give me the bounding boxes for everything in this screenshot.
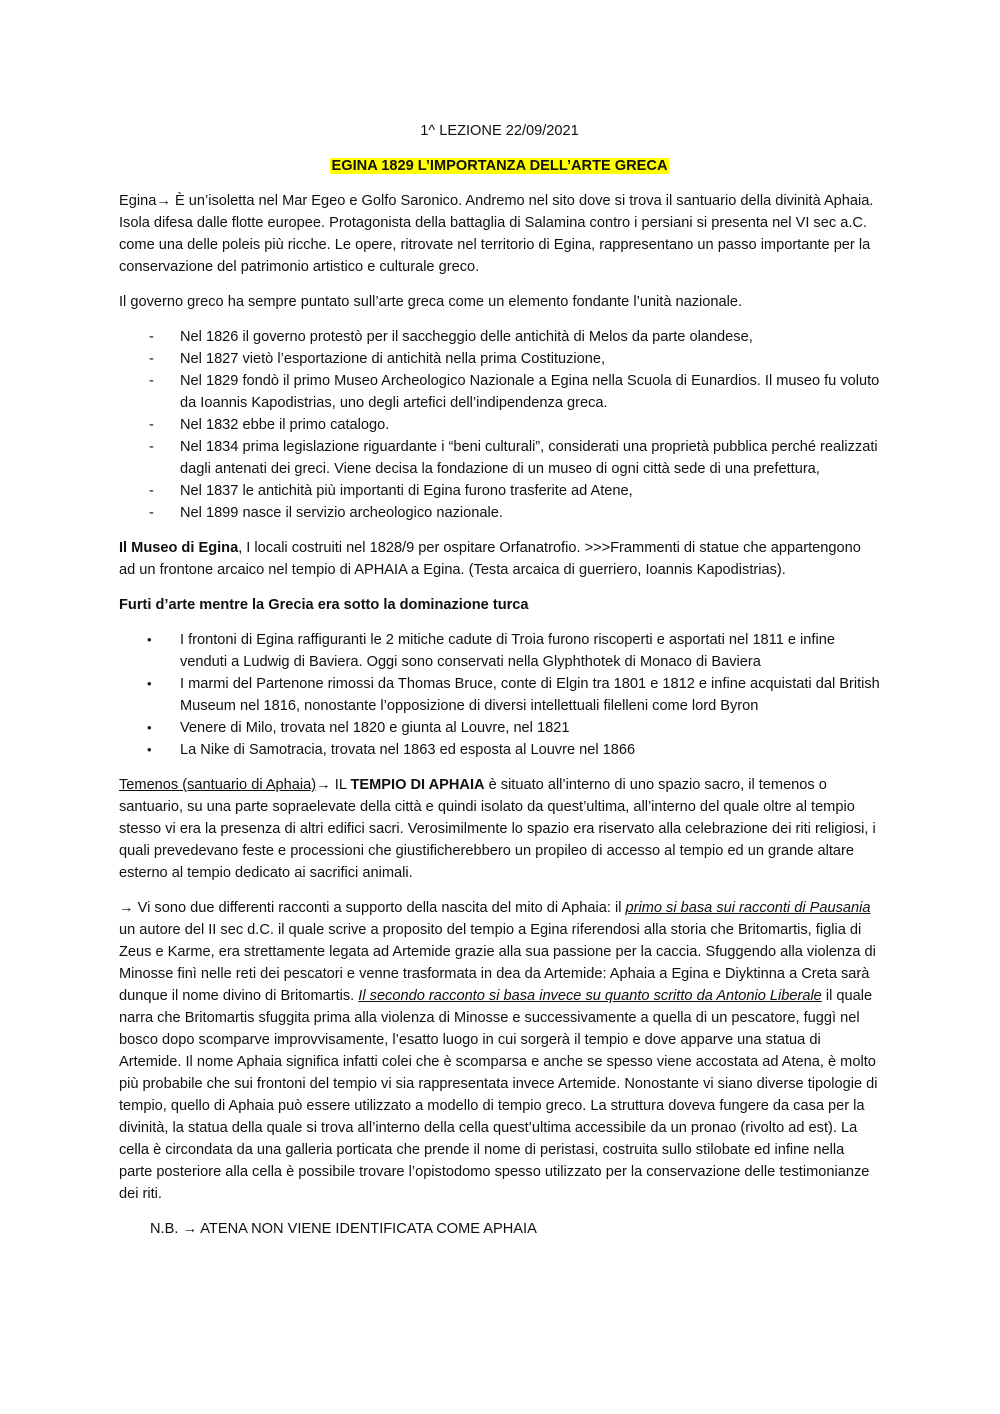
temenos-label: Temenos (santuario di Aphaia): [119, 777, 317, 793]
nb-text: ATENA NON VIENE IDENTIFICATA COME APHAIA: [197, 1221, 537, 1237]
racconti-text-2: un autore del II sec d.C. il quale scrive a proposito del tempio a Egina riferendosi alla storia che Britomartis, figlia di Zeus e Karme, era strettamente legata ad Artemide grazie alla sua passione per la caccia. Sfuggendo alla violenza di Minosse finì nelle reti dei pescatori e venne trasformata in dea da Artemide: Aphaia a Egina e Diyktinna a Creta sarà dunque il nome divino di Britomartis.: [119, 922, 876, 1004]
dash-bullet: -: [149, 417, 154, 433]
list-item: [119, 414, 880, 436]
museo-title: Il Museo di Egina: [119, 540, 239, 556]
list-item-text: Nel 1899 nasce il servizio archeologico nazionale.: [180, 505, 503, 521]
arrow-icon: →: [316, 777, 331, 793]
list-item-text: Nel 1837 le antichità più importanti di Egina furono trasferite ad Atene,: [180, 483, 633, 499]
list-item-text: Nel 1827 vietò l’esportazione di antichità nella prima Costituzione,: [180, 351, 606, 367]
dash-bullet: -: [149, 505, 154, 521]
dash-bullet: -: [149, 439, 154, 455]
nb-lead: N.B.: [150, 1221, 183, 1237]
list-item: [119, 436, 880, 480]
list-item: [119, 480, 880, 502]
list-item: [119, 326, 880, 348]
intro-lead: Egina: [119, 193, 157, 209]
list-item-text: I frontoni di Egina raffiguranti le 2 mitiche cadute di Troia furono riscoperti e asportati nel 1811 e infine venduti a Ludwig di Baviera. Oggi sono conservati nella Glyphthotek di Monaco di Baviera: [180, 632, 835, 670]
museo-text: , I locali costruiti nel 1828/9 per ospitare Orfanatrofio. >>>Frammenti di statue che appartengono ad un frontone arcaico nel tempio di APHAIA a Egina. (Testa arcaica di guerriero, Ioannis Kapodistrias).: [119, 540, 861, 578]
governo-paragraph: Il governo greco ha sempre puntato sull’arte greca come un elemento fondante l’unità nazionale.: [119, 294, 743, 310]
list-item-text: La Nike di Samotracia, trovata nel 1863 ed esposta al Louvre nel 1866: [180, 742, 636, 758]
arrow-icon: →: [156, 193, 171, 209]
racconti-text-1: Vi sono due differenti racconti a supporto della nascita del mito di Aphaia: il: [133, 900, 626, 916]
document-title: EGINA 1829 L’IMPORTANZA DELL’ARTE GRECA: [331, 158, 668, 174]
list-item: [119, 717, 880, 739]
lesson-date: 1^ LEZIONE 22/09/2021: [420, 123, 579, 139]
intro-paragraph: [119, 190, 880, 278]
arrow-icon: →: [182, 1221, 198, 1237]
governo-list: [119, 326, 880, 524]
nb-note: [119, 1218, 880, 1240]
dot-bullet: •: [147, 720, 152, 735]
dash-bullet: -: [149, 329, 154, 345]
list-item-text: Nel 1829 fondò il primo Museo Archeologico Nazionale a Egina nella Scuola di Eunardios. Il museo fu voluto da Ioannis Kapodistrias, uno degli artefici dell’indipendenza greca.: [180, 373, 880, 411]
list-item-text: Nel 1832 ebbe il primo catalogo.: [180, 417, 390, 433]
list-item: [119, 629, 880, 673]
racconti-italic-1: primo si basa sui racconti di Pausania: [625, 900, 871, 916]
list-item-text: Nel 1826 il governo protestò per il saccheggio delle antichità di Melos da parte olandese,: [180, 329, 753, 345]
dash-bullet: -: [149, 483, 154, 499]
intro-text: È un’isoletta nel Mar Egeo e Golfo Saronico. Andremo nel sito dove si trova il santuario della divinità Aphaia. Isola difesa dalle flotte europee. Protagonista della battaglia di Salamina contro i persiani si presenta nel VI sec a.C. come una delle poleis più ricche. Le opere, ritrovate nel territorio di Egina, rappresentano un passo importante per la conservazione del patrimonio artistico e culturale greco.: [119, 193, 874, 275]
list-item: [119, 348, 880, 370]
list-item: [119, 673, 880, 717]
racconti-text-3: il quale narra che Britomartis sfuggita prima alla violenza di Minosse e successivamente a quella di un pescatore, fuggì nel bosco dopo scomparve improvvisamente, l’esatto luogo in cui sorgerà il tempio e dove apparve una statua di Artemide. Il nome Aphaia significa infatti colei che è scomparsa e anche se spesso viene accostata ad Atena, è molto più probabile che sui frontoni del tempio vi sia rappresentata invece Artemide. Nonostante vi siano diverse tipologie di tempio, quello di Aphaia può essere utilizzato a modello di tempio greco. La struttura doveva fungere da casa per la divinità, la statua della quale si trova all’interno della cella quest’ultima accessibile da un pronao (rivolto ad est). La cella è circondata da una galleria porticata che prende il nome di peristasi, costruita sullo stilobate ed infine nella parte posteriore alla cella è possibile trovare l’opistodomo spesso utilizzato per la conservazione delle testimonianze dei riti.: [119, 988, 878, 1202]
list-item-text: Nel 1834 prima legislazione riguardante i “beni culturali”, considerati una proprietà pubblica perché realizzati dagli antenati dei greci. Viene decisa la fondazione di un museo di ogni città sede di una prefettura,: [180, 439, 878, 477]
dash-bullet: -: [149, 373, 154, 389]
temenos-paragraph: [119, 774, 880, 884]
arrow-icon: →: [119, 900, 134, 916]
list-item: [119, 502, 880, 524]
furti-list: [119, 629, 880, 761]
dash-bullet: -: [149, 351, 154, 367]
temenos-text: è situato all’interno di uno spazio sacro, il temenos o santuario, su una parte sopraelevate della città e quindi isolato da quest’ultima, all’interno del quale oltre al tempio stesso vi era la presenza di altri edifici sacri. Verosimilmente lo spazio era riservato alla celebrazione dei riti religiosi, i quali prevedevano feste e processioni che giustificherebbero un propileo di accesso al tempio ed un grande altare esterno al tempio dedicato ai sacrifici animali.: [119, 777, 876, 881]
dot-bullet: •: [147, 632, 152, 647]
racconti-italic-2: Il secondo racconto si basa invece su quanto scritto da Antonio Liberale: [358, 988, 822, 1004]
document-title-line: [119, 155, 880, 177]
list-item-text: I marmi del Partenone rimossi da Thomas Bruce, conte di Elgin tra 1801 e 1812 e infine acquistati dal British Museum nel 1816, nonostante l’opposizione di diversi intellettuali filelleni come lord Byron: [180, 676, 880, 714]
temenos-pre: IL: [330, 777, 351, 793]
racconti-paragraph: [119, 897, 880, 1205]
list-item: [119, 739, 880, 761]
dot-bullet: •: [147, 742, 152, 757]
list-item: [119, 370, 880, 414]
dot-bullet: •: [147, 676, 152, 691]
furti-heading: Furti d’arte mentre la Grecia era sotto la dominazione turca: [119, 597, 529, 613]
museo-paragraph: [119, 537, 880, 581]
temenos-bold: TEMPIO DI APHAIA: [350, 777, 485, 793]
list-item-text: Venere di Milo, trovata nel 1820 e giunta al Louvre, nel 1821: [180, 720, 570, 736]
